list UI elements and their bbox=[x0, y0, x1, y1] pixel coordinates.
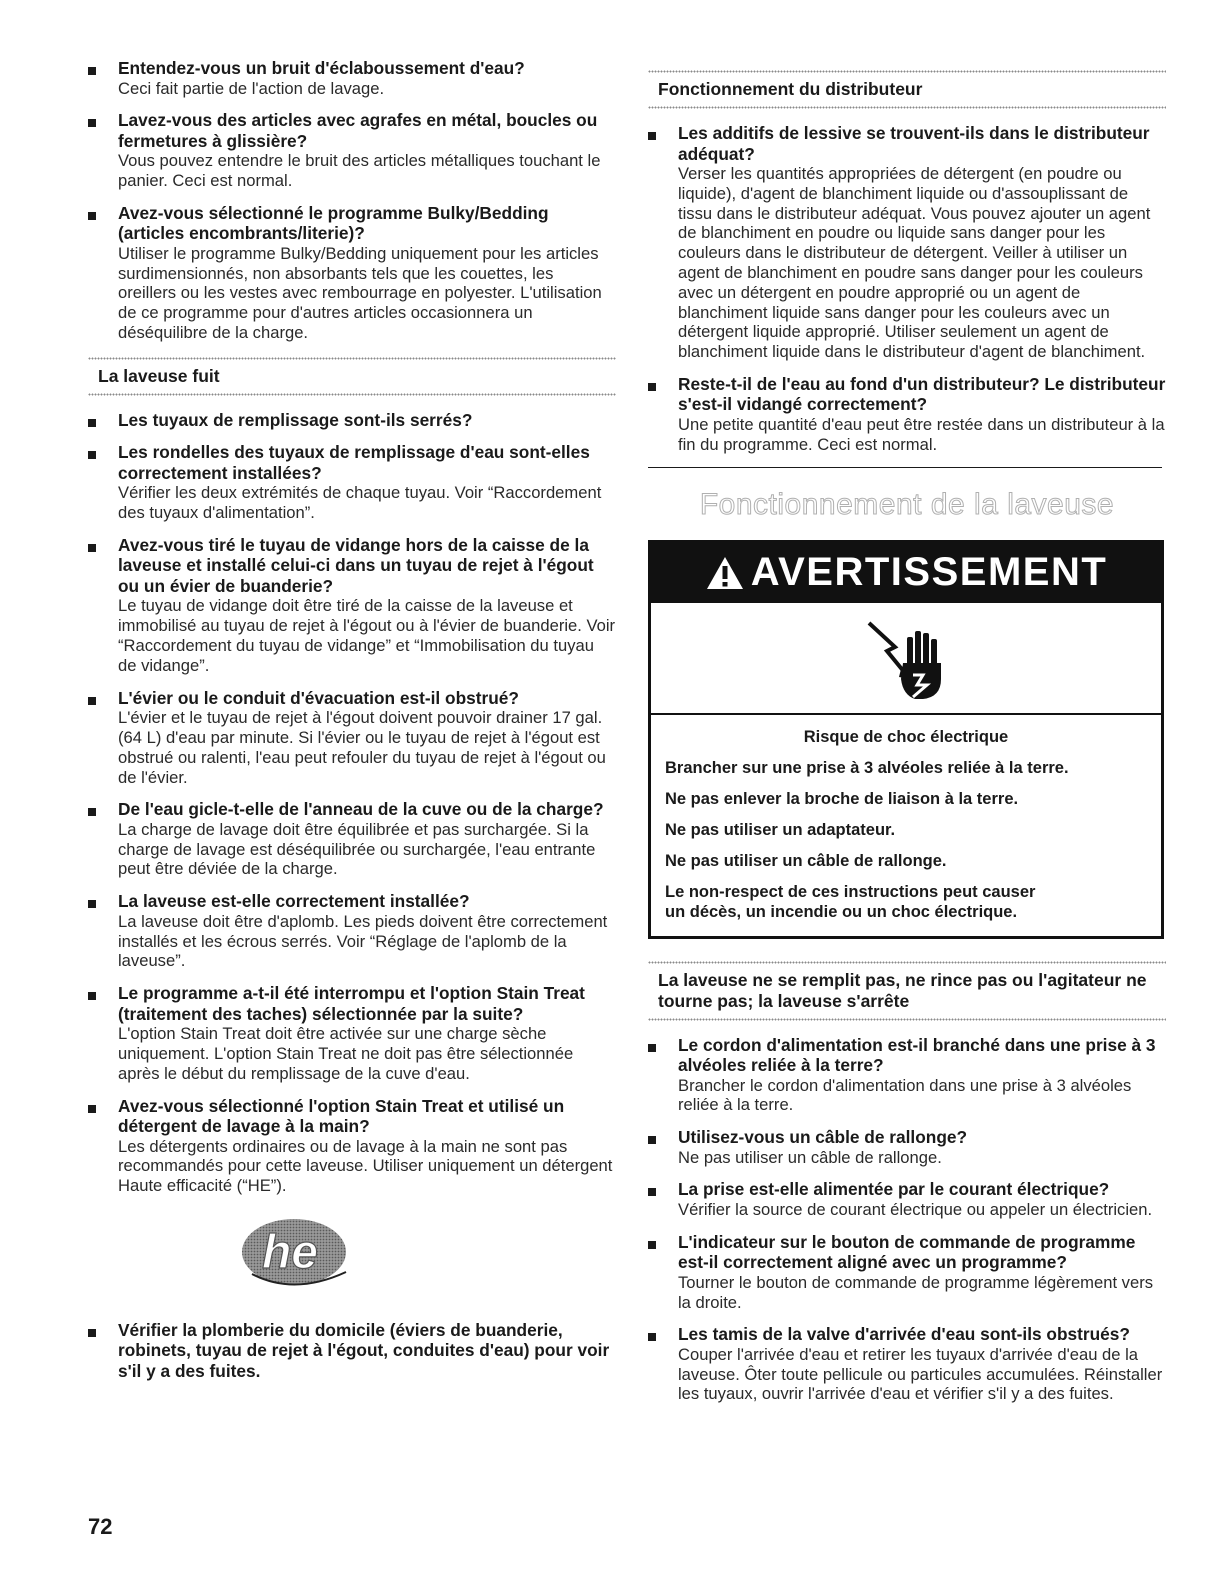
section-dispenser bbox=[648, 70, 1166, 109]
item-answer: L'option Stain Treat doit être activée sur une charge sèche uniquement. L'option Stain Treat ne doit pas être sélectionnée après le début du remplissage de la cuve d'eau. bbox=[118, 1024, 574, 1083]
right-column bbox=[648, 58, 1166, 1416]
item-answer: La charge de lavage doit être équilibrée et pas surchargée. Si la charge de lavage est déséquilibrée ou surchargée, l'eau entrante peut être déviée de la charge. bbox=[118, 819, 596, 879]
section-leak bbox=[88, 357, 616, 396]
item-answer: Les détergents ordinaires ou de lavage à la main ne sont pas recommandés pour cette laveuse. Utiliser uniquement un détergent Haute efficacité (“HE”). bbox=[118, 1136, 613, 1196]
divider bbox=[88, 393, 616, 396]
bullet-icon bbox=[88, 419, 96, 427]
list-item bbox=[88, 688, 616, 788]
item-question: Utilisez-vous un câble de rallonge? bbox=[678, 1127, 968, 1148]
warning-line: Ne pas utiliser un adaptateur. bbox=[665, 820, 896, 839]
list-item bbox=[648, 1179, 1166, 1219]
item-question: La prise est-elle alimentée par le courant électrique? bbox=[678, 1179, 1110, 1200]
horizontal-rule bbox=[648, 467, 1162, 468]
bullet-icon bbox=[648, 132, 656, 140]
list-item bbox=[88, 110, 616, 191]
list-item bbox=[88, 1320, 616, 1382]
item-question: Les rondelles des tuyaux de remplissage d'eau sont-elles correctement installées? bbox=[118, 442, 590, 483]
bullet-icon bbox=[88, 119, 96, 127]
item-question: Avez-vous sélectionné l'option Stain Treat et utilisé un détergent de lavage à la main? bbox=[118, 1095, 565, 1137]
list-item bbox=[648, 123, 1166, 362]
list-item bbox=[88, 203, 616, 343]
list-item bbox=[88, 799, 616, 879]
warning-consequence-line: un décès, un incendie ou un choc électrique. bbox=[665, 902, 1018, 921]
warning-title: AVERTISSEMENT bbox=[750, 550, 1108, 595]
bullet-icon bbox=[88, 808, 96, 816]
item-question: De l'eau gicle-t-elle de l'anneau de la cuve ou de la charge? bbox=[118, 799, 604, 820]
item-answer: Vous pouvez entendre le bruit des articles métalliques touchant le panier. Ceci est normal. bbox=[118, 151, 601, 191]
divider bbox=[648, 961, 1166, 964]
warning-triangle-icon bbox=[705, 555, 745, 591]
warning-consequence bbox=[665, 882, 1147, 922]
list-item bbox=[88, 410, 616, 431]
item-list bbox=[648, 1035, 1166, 1405]
bullet-icon bbox=[88, 697, 96, 705]
list-item bbox=[88, 983, 616, 1083]
item-answer: Une petite quantité d'eau peut être restée dans un distributeur à la fin du programme. Ceci est normal. bbox=[678, 414, 1165, 454]
item-answer: Tourner le bouton de commande de programme légèrement vers la droite. bbox=[678, 1272, 1154, 1312]
item-question: Les additifs de lessive se trouvent-ils dans le distributeur adéquat? bbox=[678, 123, 1150, 164]
item-question: Entendez-vous un bruit d'éclaboussement d'eau? bbox=[118, 58, 525, 78]
bullet-icon bbox=[88, 992, 96, 1000]
bullet-icon bbox=[88, 1329, 96, 1337]
heading-washer-operation: Fonctionnement de la laveuse bbox=[699, 487, 1115, 521]
item-answer: Verser les quantités appropriées de détergent (en poudre ou liquide), d'agent de blanchiment liquide ou d'assouplissant de tissu dans le distributeur adéquat. Vous pouvez ajouter un agent de blanchiment en poudre ou liquide sans danger pour les couleurs dans le distributeur de détergent. Veiller à utiliser un agent de blanchiment en poudre sans danger pour les couleurs avec un détergent en poudre approprié ou un agent de blanchiment liquide sans danger pour les couleurs avec un détergent liquide approprié. Utiliser seulement un agent de blanchiment liquide dans le distributeur d'agent de blanchiment. bbox=[678, 164, 1151, 362]
item-list bbox=[88, 410, 616, 1196]
section-title: Fonctionnement du distributeur bbox=[658, 79, 923, 99]
item-question: Le programme a-t-il été interrompu et l'option Stain Treat (traitement des taches) sélectionnée par la suite? bbox=[118, 983, 585, 1024]
list-item bbox=[88, 891, 616, 971]
warning-risk: Risque de choc électrique bbox=[803, 727, 1009, 746]
list-item bbox=[88, 442, 616, 523]
item-list bbox=[648, 123, 1166, 455]
list-item bbox=[648, 374, 1166, 455]
item-list bbox=[88, 1320, 616, 1382]
bullet-icon bbox=[648, 1136, 656, 1144]
item-question: La laveuse est-elle correctement installée? bbox=[118, 891, 470, 912]
item-question: Avez-vous sélectionné le programme Bulky/Bedding (articles encombrants/literie)? bbox=[118, 202, 549, 244]
item-answer: L'évier et le tuyau de rejet à l'égout doivent pouvoir drainer 17 gal. (64 L) d'eau par minute. Si l'évier ou le tuyau de rejet à l'égout est obstrué ou ralenti, l'eau peut refouler du tuyau de rejet à l'égout ou de l'évier. bbox=[118, 708, 606, 787]
divider bbox=[648, 1018, 1166, 1021]
item-answer: Le tuyau de vidange doit être tiré de la caisse de la laveuse et immobilisé au tuyau de rejet à l'égout ou à l'évier de buanderie. Voir “Raccordement du tuyau de vidange” et “Immobilisation du tuyau de vidange”. bbox=[118, 596, 616, 675]
item-answer: Ne pas utiliser un câble de rallonge. bbox=[678, 1147, 942, 1167]
bullet-icon bbox=[88, 67, 96, 75]
list-item bbox=[648, 1324, 1166, 1404]
bullet-icon bbox=[88, 544, 96, 552]
item-question: Lavez-vous des articles avec agrafes en métal, boucles ou fermetures à glissière? bbox=[118, 110, 598, 151]
item-question: Les tuyaux de remplissage sont-ils serrés? bbox=[118, 409, 473, 430]
item-answer: La laveuse doit être d'aplomb. Les pieds doivent être correctement installés et les écrous serrés. Voir “Réglage de l'aplomb de la laveuse”. bbox=[118, 911, 608, 971]
bullet-icon bbox=[88, 451, 96, 459]
bullet-icon bbox=[648, 1188, 656, 1196]
item-question: Vérifier la plomberie du domicile (éviers de buanderie, robinets, tuyau de rejet à l'égout, conduites d'eau) pour voir s'il y a des fuites. bbox=[118, 1319, 610, 1381]
list-item bbox=[648, 1232, 1166, 1313]
item-answer: Vérifier la source de courant électrique ou appeler un électricien. bbox=[678, 1199, 1153, 1219]
item-question: L'évier ou le conduit d'évacuation est-il obstrué? bbox=[118, 687, 519, 708]
item-answer: Ceci fait partie de l'action de lavage. bbox=[118, 78, 385, 98]
warning-consequence-line: Le non-respect de ces instructions peut causer bbox=[665, 882, 1036, 901]
warning-line: Ne pas utiliser un câble de rallonge. bbox=[665, 851, 947, 870]
bullet-icon bbox=[648, 383, 656, 391]
warning-line: Ne pas enlever la broche de liaison à la terre. bbox=[665, 789, 1019, 808]
he-logo bbox=[238, 1214, 350, 1294]
warning-title-bar bbox=[651, 543, 1161, 603]
item-question: Reste-t-il de l'eau au fond d'un distributeur? Le distributeur s'est-il vidangé correctement? bbox=[678, 373, 1166, 415]
bullet-icon bbox=[648, 1241, 656, 1249]
divider bbox=[88, 357, 616, 360]
item-list bbox=[88, 58, 616, 343]
divider bbox=[648, 70, 1166, 73]
warning-lines bbox=[665, 758, 1147, 871]
section-title: La laveuse ne se remplit pas, ne rince pas ou l'agitateur ne tourne pas; la laveuse s'arrête bbox=[658, 969, 1147, 1011]
warning-line: Brancher sur une prise à 3 alvéoles reliée à la terre. bbox=[665, 758, 1069, 777]
item-question: Les tamis de la valve d'arrivée d'eau sont-ils obstrués? bbox=[678, 1324, 1130, 1345]
warning-box bbox=[648, 540, 1164, 939]
list-item bbox=[88, 1096, 616, 1196]
electric-shock-icon bbox=[861, 613, 951, 703]
list-item bbox=[88, 535, 616, 676]
bullet-icon bbox=[88, 1105, 96, 1113]
item-answer: Couper l'arrivée d'eau et retirer les tuyaux d'arrivée d'eau de la laveuse. Ôter toute pellicule ou particules accumulées. Réinstaller les tuyaux, ouvrir l'arrivée d'eau et vérifier s'il y a des fuites. bbox=[678, 1344, 1163, 1404]
warning-icon-panel bbox=[651, 603, 1161, 715]
item-answer: Utiliser le programme Bulky/Bedding uniquement pour les articles surdimensionnés, non absorbants tels que les couettes, les oreillers ou les vestes avec rembourrage en polyester. L'utilisation de ce programme pour d'autres articles occasionnera un déséquilibre de la charge. bbox=[118, 243, 602, 343]
list-item bbox=[648, 1127, 1166, 1167]
he-logo-text: he bbox=[261, 1225, 319, 1279]
item-question: Avez-vous tiré le tuyau de vidange hors de la caisse de la laveuse et installé celui-ci dans un tuyau de rejet à l'égout ou un évier de buanderie? bbox=[118, 534, 594, 596]
item-answer: Brancher le cordon d'alimentation dans une prise à 3 alvéoles reliée à la terre. bbox=[678, 1075, 1132, 1115]
warning-body bbox=[651, 715, 1161, 936]
bullet-icon bbox=[88, 900, 96, 908]
page-number: 72 bbox=[88, 1514, 113, 1539]
list-item bbox=[88, 58, 616, 98]
item-question: L'indicateur sur le bouton de commande de programme est-il correctement aligné avec un programme? bbox=[678, 1231, 1136, 1273]
bullet-icon bbox=[648, 1333, 656, 1341]
item-question: Le cordon d'alimentation est-il branché dans une prise à 3 alvéoles reliée à la terre? bbox=[678, 1034, 1156, 1076]
list-item bbox=[648, 1035, 1166, 1116]
bullet-icon bbox=[88, 212, 96, 220]
divider bbox=[648, 106, 1166, 109]
section-no-fill bbox=[648, 961, 1166, 1021]
section-title: La laveuse fuit bbox=[98, 365, 220, 386]
bullet-icon bbox=[648, 1044, 656, 1052]
left-column bbox=[88, 58, 616, 1393]
item-answer: Vérifier les deux extrémités de chaque tuyau. Voir “Raccordement des tuyaux d'alimentation”. bbox=[118, 483, 602, 523]
